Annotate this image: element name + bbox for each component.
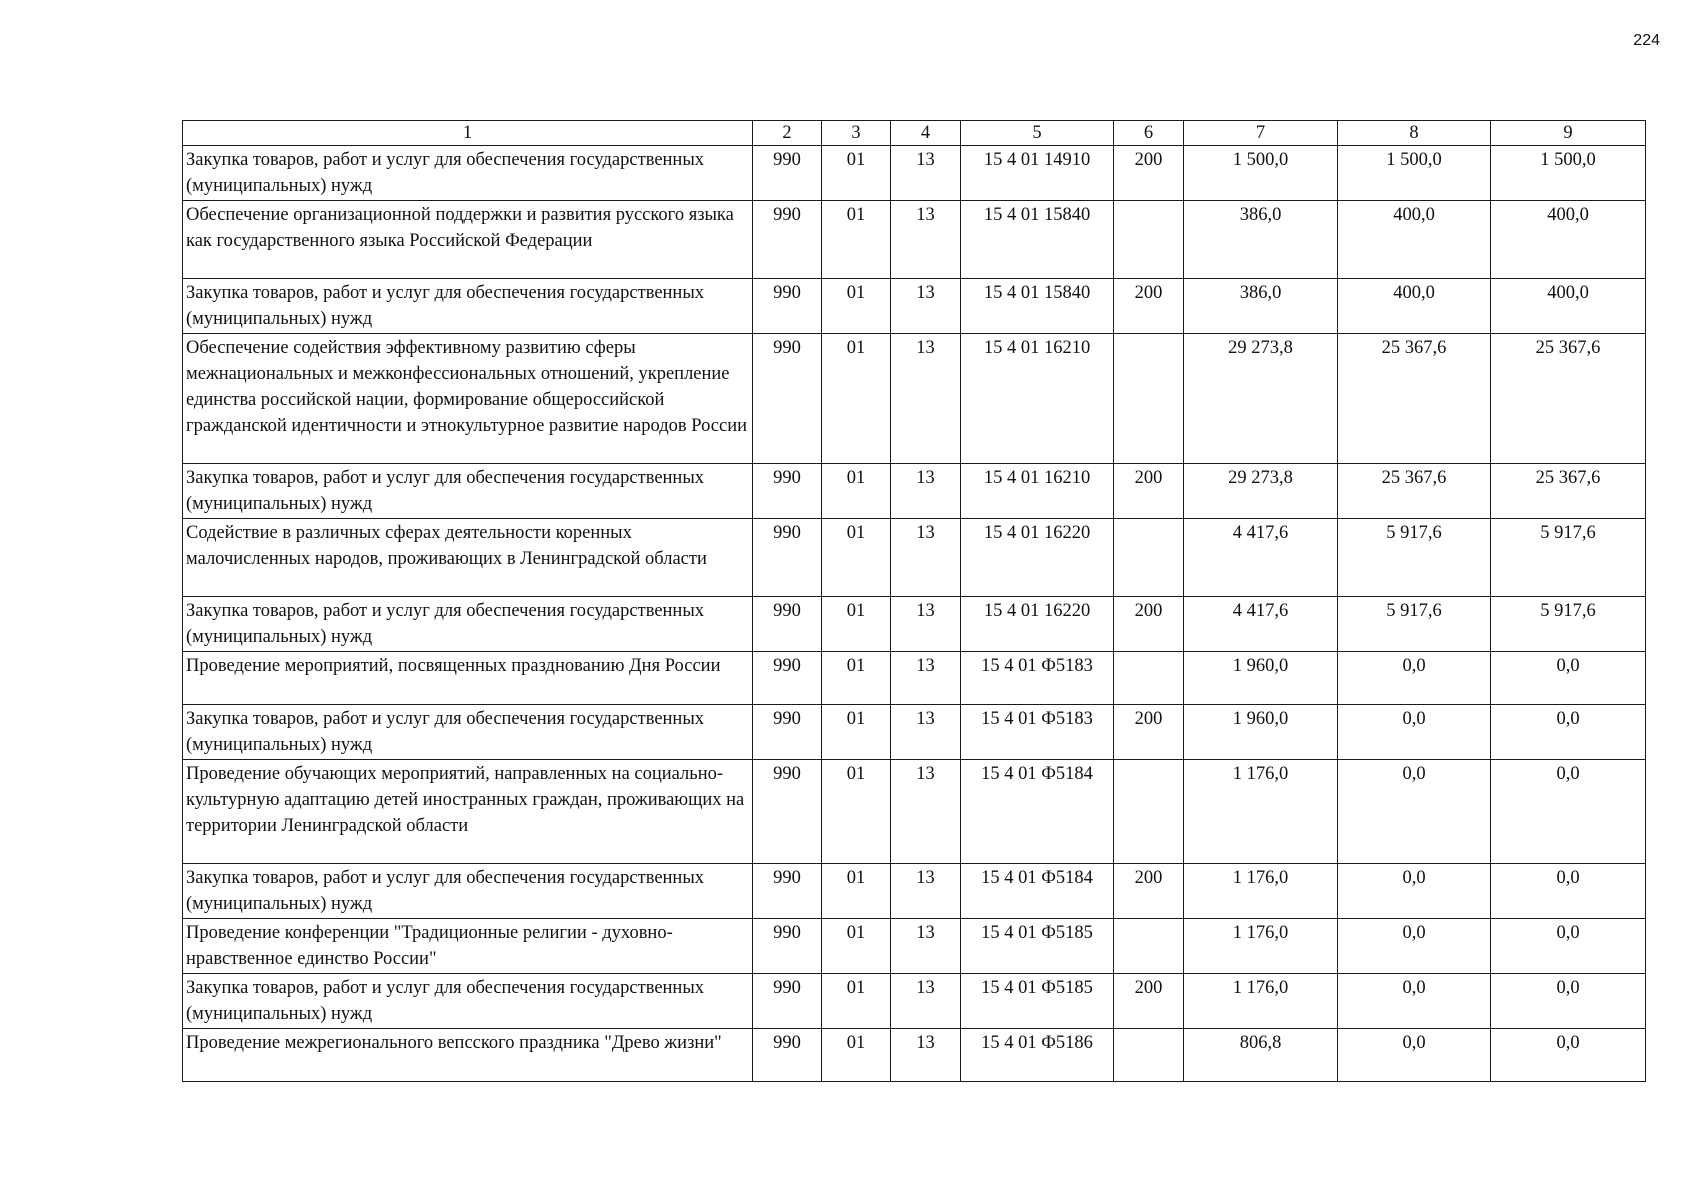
cell-col-2: 990 [753, 919, 822, 974]
column-header: 9 [1491, 121, 1646, 146]
cell-col-2: 990 [753, 519, 822, 597]
cell-col-5: 15 4 01 16210 [961, 464, 1114, 519]
table-row [183, 201, 1646, 279]
cell-col-9: 25 367,6 [1491, 464, 1646, 519]
cell-col-6 [1114, 1029, 1184, 1082]
cell-col-7: 1 176,0 [1184, 919, 1338, 974]
column-header: 1 [183, 121, 753, 146]
cell-col-5: 15 4 01 Ф5184 [961, 760, 1114, 864]
column-header: 3 [822, 121, 891, 146]
row-name: Проведение мероприятий, посвященных празднованию Дня России [183, 652, 753, 705]
table-body [183, 121, 1646, 1082]
cell-col-2: 990 [753, 760, 822, 864]
cell-col-8: 0,0 [1338, 919, 1491, 974]
cell-col-2: 990 [753, 334, 822, 464]
cell-col-2: 990 [753, 146, 822, 201]
cell-col-4: 13 [891, 519, 961, 597]
column-header: 4 [891, 121, 961, 146]
cell-col-4: 13 [891, 279, 961, 334]
page-number: 224 [1633, 32, 1660, 49]
cell-col-4: 13 [891, 652, 961, 705]
cell-col-7: 1 176,0 [1184, 974, 1338, 1029]
cell-col-8: 5 917,6 [1338, 597, 1491, 652]
cell-col-6: 200 [1114, 974, 1184, 1029]
table-row [183, 464, 1646, 519]
cell-col-3: 01 [822, 464, 891, 519]
cell-col-5: 15 4 01 16210 [961, 334, 1114, 464]
cell-col-4: 13 [891, 146, 961, 201]
cell-col-4: 13 [891, 1029, 961, 1082]
column-header: 5 [961, 121, 1114, 146]
cell-col-8: 0,0 [1338, 705, 1491, 760]
table-row [183, 652, 1646, 705]
cell-col-8: 400,0 [1338, 201, 1491, 279]
cell-col-2: 990 [753, 279, 822, 334]
cell-col-5: 15 4 01 Ф5185 [961, 919, 1114, 974]
cell-col-2: 990 [753, 705, 822, 760]
cell-col-3: 01 [822, 201, 891, 279]
table-row [183, 705, 1646, 760]
row-name: Закупка товаров, работ и услуг для обеспечения государственных (муниципальных) нужд [183, 597, 753, 652]
cell-col-4: 13 [891, 974, 961, 1029]
table-row [183, 974, 1646, 1029]
cell-col-2: 990 [753, 464, 822, 519]
cell-col-9: 5 917,6 [1491, 519, 1646, 597]
cell-col-3: 01 [822, 974, 891, 1029]
cell-col-8: 25 367,6 [1338, 334, 1491, 464]
cell-col-4: 13 [891, 760, 961, 864]
cell-col-9: 5 917,6 [1491, 597, 1646, 652]
cell-col-4: 13 [891, 464, 961, 519]
table-row [183, 146, 1646, 201]
cell-col-8: 400,0 [1338, 279, 1491, 334]
cell-col-7: 1 176,0 [1184, 864, 1338, 919]
cell-col-7: 386,0 [1184, 201, 1338, 279]
cell-col-3: 01 [822, 146, 891, 201]
cell-col-5: 15 4 01 16220 [961, 519, 1114, 597]
cell-col-8: 0,0 [1338, 652, 1491, 705]
column-header: 2 [753, 121, 822, 146]
cell-col-7: 29 273,8 [1184, 464, 1338, 519]
cell-col-6 [1114, 334, 1184, 464]
cell-col-2: 990 [753, 597, 822, 652]
row-name: Закупка товаров, работ и услуг для обеспечения государственных (муниципальных) нужд [183, 705, 753, 760]
cell-col-7: 806,8 [1184, 1029, 1338, 1082]
cell-col-2: 990 [753, 1029, 822, 1082]
column-header: 8 [1338, 121, 1491, 146]
cell-col-5: 15 4 01 14910 [961, 146, 1114, 201]
cell-col-2: 990 [753, 864, 822, 919]
cell-col-9: 400,0 [1491, 279, 1646, 334]
cell-col-5: 15 4 01 Ф5183 [961, 705, 1114, 760]
cell-col-8: 5 917,6 [1338, 519, 1491, 597]
row-name: Закупка товаров, работ и услуг для обеспечения государственных (муниципальных) нужд [183, 146, 753, 201]
table-row [183, 1029, 1646, 1082]
row-name: Обеспечение организационной поддержки и развития русского языка как государственного языка Российской Федерации [183, 201, 753, 279]
cell-col-6 [1114, 201, 1184, 279]
cell-col-3: 01 [822, 919, 891, 974]
cell-col-2: 990 [753, 652, 822, 705]
cell-col-9: 0,0 [1491, 652, 1646, 705]
row-name: Проведение межрегионального вепсского праздника "Древо жизни" [183, 1029, 753, 1082]
cell-col-9: 0,0 [1491, 974, 1646, 1029]
cell-col-7: 1 500,0 [1184, 146, 1338, 201]
cell-col-6: 200 [1114, 597, 1184, 652]
cell-col-8: 0,0 [1338, 974, 1491, 1029]
cell-col-6: 200 [1114, 464, 1184, 519]
cell-col-9: 0,0 [1491, 919, 1646, 974]
row-name: Закупка товаров, работ и услуг для обеспечения государственных (муниципальных) нужд [183, 464, 753, 519]
cell-col-3: 01 [822, 597, 891, 652]
cell-col-2: 990 [753, 201, 822, 279]
cell-col-5: 15 4 01 Ф5183 [961, 652, 1114, 705]
cell-col-3: 01 [822, 334, 891, 464]
cell-col-5: 15 4 01 Ф5186 [961, 1029, 1114, 1082]
cell-col-8: 0,0 [1338, 760, 1491, 864]
row-name: Проведение конференции "Традиционные религии - духовно-нравственное единство России" [183, 919, 753, 974]
table-row [183, 334, 1646, 464]
cell-col-3: 01 [822, 864, 891, 919]
column-header: 6 [1114, 121, 1184, 146]
cell-col-5: 15 4 01 Ф5185 [961, 974, 1114, 1029]
table-row [183, 864, 1646, 919]
cell-col-3: 01 [822, 705, 891, 760]
cell-col-4: 13 [891, 705, 961, 760]
cell-col-3: 01 [822, 519, 891, 597]
cell-col-5: 15 4 01 15840 [961, 201, 1114, 279]
table-row [183, 597, 1646, 652]
cell-col-6 [1114, 652, 1184, 705]
cell-col-6: 200 [1114, 705, 1184, 760]
table-row [183, 519, 1646, 597]
cell-col-6 [1114, 919, 1184, 974]
cell-col-8: 0,0 [1338, 864, 1491, 919]
cell-col-9: 0,0 [1491, 1029, 1646, 1082]
cell-col-7: 29 273,8 [1184, 334, 1338, 464]
cell-col-9: 25 367,6 [1491, 334, 1646, 464]
cell-col-9: 0,0 [1491, 864, 1646, 919]
row-name: Закупка товаров, работ и услуг для обеспечения государственных (муниципальных) нужд [183, 279, 753, 334]
cell-col-4: 13 [891, 334, 961, 464]
cell-col-9: 0,0 [1491, 705, 1646, 760]
cell-col-4: 13 [891, 201, 961, 279]
row-name: Закупка товаров, работ и услуг для обеспечения государственных (муниципальных) нужд [183, 864, 753, 919]
cell-col-6 [1114, 519, 1184, 597]
cell-col-6 [1114, 760, 1184, 864]
cell-col-9: 0,0 [1491, 760, 1646, 864]
cell-col-4: 13 [891, 864, 961, 919]
cell-col-8: 0,0 [1338, 1029, 1491, 1082]
table-row [183, 919, 1646, 974]
cell-col-6: 200 [1114, 146, 1184, 201]
cell-col-3: 01 [822, 760, 891, 864]
cell-col-7: 4 417,6 [1184, 519, 1338, 597]
cell-col-8: 1 500,0 [1338, 146, 1491, 201]
table-row [183, 279, 1646, 334]
cell-col-7: 1 176,0 [1184, 760, 1338, 864]
cell-col-3: 01 [822, 1029, 891, 1082]
cell-col-5: 15 4 01 15840 [961, 279, 1114, 334]
cell-col-5: 15 4 01 Ф5184 [961, 864, 1114, 919]
row-name: Проведение обучающих мероприятий, направленных на социально-культурную адаптацию детей иностранных граждан, проживающих на территории Ленинградской области [183, 760, 753, 864]
cell-col-7: 1 960,0 [1184, 705, 1338, 760]
table-row [183, 760, 1646, 864]
cell-col-6: 200 [1114, 864, 1184, 919]
cell-col-3: 01 [822, 279, 891, 334]
budget-table [182, 120, 1646, 1082]
cell-col-6: 200 [1114, 279, 1184, 334]
cell-col-7: 1 960,0 [1184, 652, 1338, 705]
cell-col-3: 01 [822, 652, 891, 705]
cell-col-5: 15 4 01 16220 [961, 597, 1114, 652]
row-name: Обеспечение содействия эффективному развитию сферы межнациональных и межконфессиональных отношений, укрепление единства российской нации, формирование общероссийской гражданской идентичности и этнокультурное развитие народов России [183, 334, 753, 464]
cell-col-4: 13 [891, 919, 961, 974]
cell-col-8: 25 367,6 [1338, 464, 1491, 519]
row-name: Закупка товаров, работ и услуг для обеспечения государственных (муниципальных) нужд [183, 974, 753, 1029]
column-header: 7 [1184, 121, 1338, 146]
header-row [183, 121, 1646, 146]
cell-col-9: 1 500,0 [1491, 146, 1646, 201]
cell-col-9: 400,0 [1491, 201, 1646, 279]
cell-col-2: 990 [753, 974, 822, 1029]
cell-col-4: 13 [891, 597, 961, 652]
cell-col-7: 4 417,6 [1184, 597, 1338, 652]
row-name: Содействие в различных сферах деятельности коренных малочисленных народов, проживающих в Ленинградской области [183, 519, 753, 597]
cell-col-7: 386,0 [1184, 279, 1338, 334]
